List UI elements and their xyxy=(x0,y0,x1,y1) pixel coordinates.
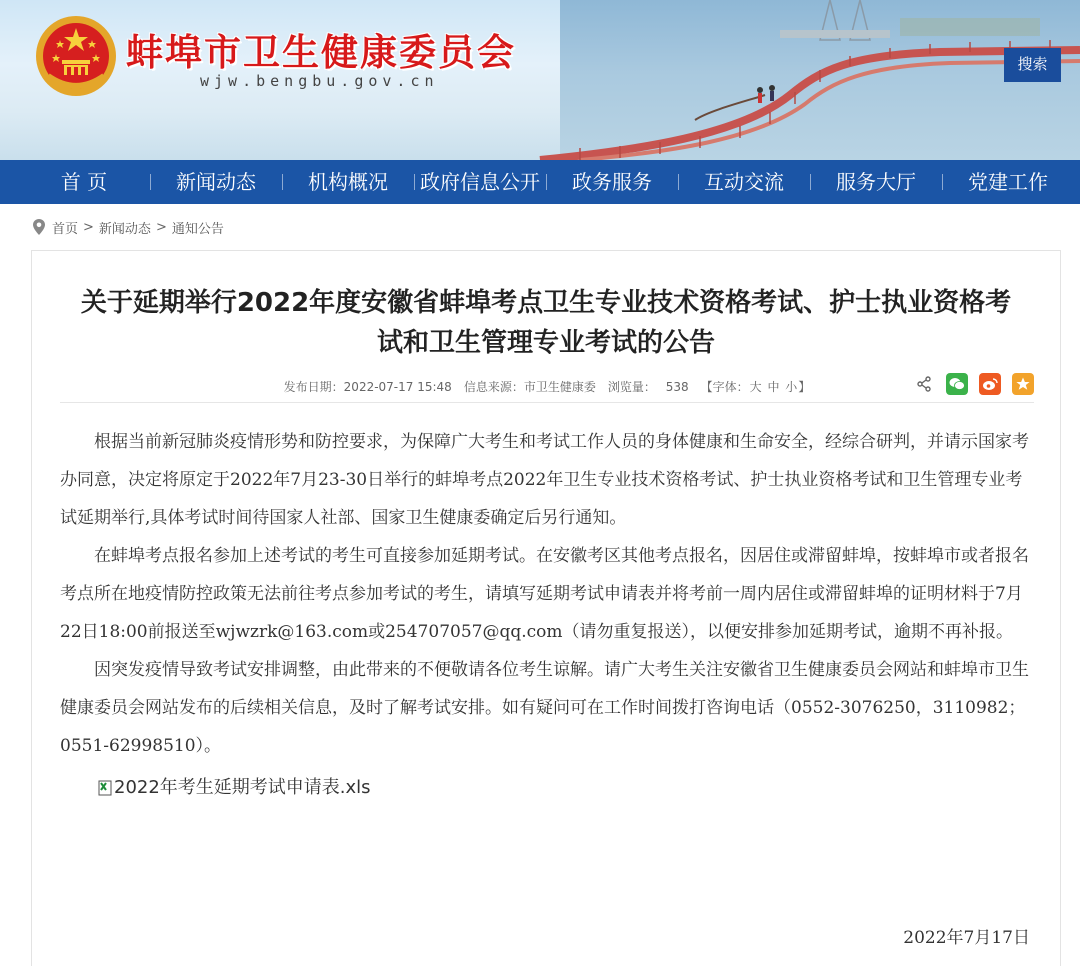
publish-date xyxy=(284,378,452,395)
nav-item-news[interactable]: 新闻动态 xyxy=(150,160,282,204)
excel-file-icon xyxy=(98,780,112,796)
font-medium-link[interactable]: 中 xyxy=(767,380,780,394)
breadcrumb-notice-link[interactable]: 通知公告 xyxy=(171,221,224,237)
info-source-label: 信息来源： xyxy=(463,380,524,394)
publish-date-label: 发布日期： xyxy=(283,380,344,394)
main-nav xyxy=(0,160,1080,204)
attachment-filename: 2022年考生延期考试申请表.xls xyxy=(114,777,371,798)
breadcrumb xyxy=(0,204,1080,250)
info-source xyxy=(464,378,596,395)
nav-item-party[interactable]: 党建工作 xyxy=(942,160,1074,204)
article-meta xyxy=(60,371,1034,403)
article-container xyxy=(31,250,1061,966)
view-count-label: 浏览量： xyxy=(607,380,656,394)
weibo-icon[interactable] xyxy=(979,373,1001,395)
share-bar xyxy=(902,373,1034,395)
search-button[interactable]: 搜索 xyxy=(1004,48,1061,82)
font-size-control xyxy=(701,378,811,395)
breadcrumb-home-link[interactable]: 首页 xyxy=(52,221,79,237)
nav-item-interaction[interactable]: 互动交流 xyxy=(678,160,810,204)
breadcrumb-separator: > xyxy=(155,219,167,235)
favorite-star-icon[interactable] xyxy=(1012,373,1034,395)
nav-item-home[interactable]: 首 页 xyxy=(60,170,108,194)
site-title: 蚌埠市卫生健康委员会 xyxy=(126,31,516,74)
article-paragraph-1: 根据当前新冠肺炎疫情形势和防控要求，为保障广大考生和考试工作人员的身体健康和生命安全，经综合研判，并请示国家考办同意，决定将原定于2022年7月23-30日举行的蚌埠考点2022年卫生专业技术资格考试、护士执业资格考试和卫生管理专业考试延期举行,具体考试时间待国家人社部、国家卫生健康委确定后另行通知。 xyxy=(60,432,1029,528)
article-title-line1: 关于延期举行2022年度安徽省蚌埠考点卫生专业技术资格考试、护士执业资格考 xyxy=(80,288,1012,318)
font-small-link[interactable]: 小 xyxy=(785,380,798,394)
national-emblem-icon xyxy=(34,14,118,98)
font-size-label-close: 】 xyxy=(798,380,811,394)
location-pin-icon xyxy=(32,218,46,236)
info-source-value: 市卫生健康委 xyxy=(523,380,596,394)
banner-pier-illustration xyxy=(520,0,1080,160)
nav-item-gov-service[interactable]: 政务服务 xyxy=(546,160,678,204)
header-banner xyxy=(0,0,1080,160)
publish-date-value: 2022-07-17 15:48 xyxy=(343,380,452,394)
share-icon[interactable] xyxy=(913,373,935,395)
article-paragraph-2: 在蚌埠考点报名参加上述考试的考生可直接参加延期考试。在安徽考区其他考点报名，因居住或滞留蚌埠，按蚌埠市或者报名考点所在地疫情防控政策无法前往考点参加考试的考生，请填写延期考试申请表并将考前一周内居住或滞留蚌埠的证明材料于7月22日18:00前报送至wjwzrk@163.com或254707057@qq.com（请勿重复报送），以便安排参加延期考试，逾期不再补报。 xyxy=(60,546,1029,642)
site-domain: wjw.bengbu.gov.cn xyxy=(200,72,439,90)
view-count-value: 538 xyxy=(665,380,689,394)
font-large-link[interactable]: 大 xyxy=(749,380,762,394)
nav-item-gov-info[interactable]: 政府信息公开 xyxy=(414,160,546,204)
nav-item-service-hall[interactable]: 服务大厅 xyxy=(810,160,942,204)
font-size-label: 【字体： xyxy=(700,380,749,394)
article-body xyxy=(60,423,1036,805)
article-title xyxy=(32,251,1060,363)
breadcrumb-news-link[interactable]: 新闻动态 xyxy=(98,221,151,237)
signature-date: 2022年7月17日 xyxy=(903,928,1030,948)
nav-item-organization[interactable]: 机构概况 xyxy=(282,160,414,204)
view-count xyxy=(608,378,689,395)
wechat-icon[interactable] xyxy=(946,373,968,395)
attachment-link[interactable] xyxy=(60,771,1036,805)
breadcrumb-separator: > xyxy=(83,219,94,235)
article-title-line2: 试和卫生管理专业考试的公告 xyxy=(376,328,715,358)
article-paragraph-3: 因突发疫情导致考试安排调整，由此带来的不便敬请各位考生谅解。请广大考生关注安徽省卫生健康委员会网站和蚌埠市卫生健康委员会网站发布的后续相关信息，及时了解考试安排。如有疑问可在工作时间拨打咨询电话（0552-3076250，3110982；0551-62998510）。 xyxy=(60,660,1029,756)
